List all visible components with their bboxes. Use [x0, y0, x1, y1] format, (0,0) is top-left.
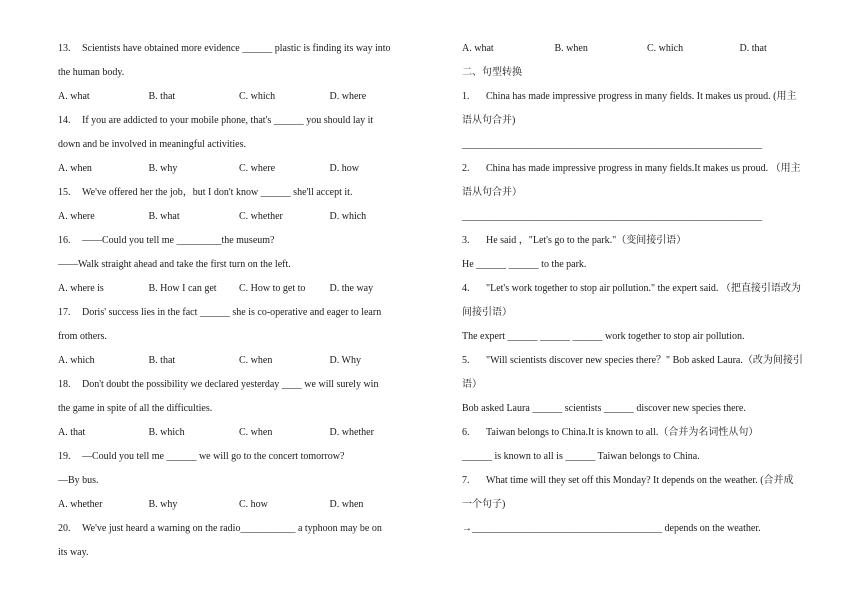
text-line [462, 373, 832, 397]
line-text: 二、句型转换 [462, 67, 522, 78]
answer-option: A. which [58, 355, 95, 366]
text-line [58, 469, 420, 493]
text-line [462, 133, 832, 157]
line-text: down and be involved in meaningful activities. [58, 139, 247, 150]
section-heading [462, 61, 832, 85]
text-line [462, 109, 832, 133]
line-text: "Will scientists discover new species there？" Bob asked Laura.（改为间接引 [486, 355, 803, 366]
text-line [462, 253, 832, 277]
line-text: Scientists have obtained more evidence ______ plastic is finding its way into [82, 43, 391, 54]
answer-options [58, 493, 420, 517]
line-text: —By bus. [58, 475, 99, 486]
question-line [58, 229, 420, 253]
question-number: 13. [58, 43, 71, 54]
line-text: Bob asked Laura ______ scientists ______ discover new species there. [462, 403, 746, 414]
answer-option: A. that [58, 427, 86, 438]
answer-option: B. when [554, 43, 588, 54]
answer-option: B. which [148, 427, 185, 438]
right-column [462, 37, 832, 541]
answer-option: D. whether [329, 427, 374, 438]
text-line [462, 181, 832, 205]
question-line [462, 421, 832, 445]
answer-option: A. what [462, 43, 494, 54]
line-text: China has made impressive progress in many fields. It makes us proud. (用主 [486, 91, 797, 102]
text-line [58, 397, 420, 421]
question-number: 7. [462, 475, 470, 486]
answer-option: C. where [239, 163, 276, 174]
line-text: ——Walk straight ahead and take the first turn on the left. [58, 259, 291, 270]
answer-option: A. whether [58, 499, 103, 510]
text-line [462, 301, 832, 325]
question-line [462, 85, 832, 109]
question-number: 16. [58, 235, 71, 246]
text-line [58, 541, 420, 565]
left-column [58, 37, 420, 565]
text-line [58, 325, 420, 349]
answer-option: D. which [329, 211, 367, 222]
answer-options [58, 205, 420, 229]
answer-option: A. where [58, 211, 95, 222]
line-text: We've just heard a warning on the radio___________ a typhoon may be on [82, 523, 382, 534]
line-text: the game in spite of all the difficulties. [58, 403, 213, 414]
text-line [462, 493, 832, 517]
text-line [58, 61, 420, 85]
line-text: Taiwan belongs to China.It is known to all.（合并为名词性从句） [486, 427, 759, 438]
text-line [462, 517, 832, 541]
answer-option: C. when [239, 427, 273, 438]
line-text: The expert ______ ______ ______ work together to stop air pollution. [462, 331, 745, 342]
line-text: ______ is known to all is ______ Taiwan belongs to China. [462, 451, 700, 462]
question-line [462, 157, 832, 181]
question-line [462, 277, 832, 301]
answer-option: D. that [739, 43, 767, 54]
question-line [58, 373, 420, 397]
line-text: the human body. [58, 67, 125, 78]
line-text: its way. [58, 547, 89, 558]
line-text: What time will they set off this Monday? It depends on the weather. (合并成 [486, 475, 794, 486]
line-text: He said ，"Let's go to the park."（变间接引语） [486, 235, 687, 246]
answer-options [58, 157, 420, 181]
line-text: 语） [462, 379, 482, 390]
line-text: Doris' success lies in the fact ______ she is co-operative and eager to learn [82, 307, 382, 318]
question-line [58, 181, 420, 205]
line-text: 一个句子) [462, 499, 506, 510]
answer-options [462, 37, 832, 61]
line-text: China has made impressive progress in many fields.It makes us proud. （用主 [486, 163, 801, 174]
question-number: 1. [462, 91, 470, 102]
line-text: 语从句合并) [462, 115, 516, 126]
question-number: 5. [462, 355, 470, 366]
text-line [462, 397, 832, 421]
question-number: 15. [58, 187, 71, 198]
answer-option: B. why [148, 499, 178, 510]
text-line [58, 253, 420, 277]
answer-options [58, 85, 420, 109]
question-line [58, 109, 420, 133]
answer-options [58, 277, 420, 301]
answer-option: B. that [148, 91, 176, 102]
answer-options [58, 421, 420, 445]
question-line [58, 517, 420, 541]
line-text: 间接引语） [462, 307, 512, 318]
line-text: →______________________________________ depends on the weather. [462, 523, 761, 534]
answer-option: D. when [329, 499, 364, 510]
line-text: We've offered her the job，but I don't know ______ she'll accept it. [82, 187, 353, 198]
line-text: He ______ ______ to the park. [462, 259, 587, 270]
question-number: 3. [462, 235, 470, 246]
line-text: 语从句合并） [462, 187, 522, 198]
answer-options [58, 349, 420, 373]
question-number: 19. [58, 451, 71, 462]
question-number: 17. [58, 307, 71, 318]
answer-option: D. where [329, 91, 367, 102]
text-line [462, 325, 832, 349]
line-text: ____________________________________________________________ [462, 139, 762, 150]
question-line [58, 445, 420, 469]
answer-option: A. where is [58, 283, 104, 294]
question-number: 4. [462, 283, 470, 294]
answer-option: C. how [239, 499, 268, 510]
answer-option: B. How I can get [148, 283, 217, 294]
line-text: ——Could you tell me _________the museum? [82, 235, 275, 246]
answer-option: C. How to get to [239, 283, 306, 294]
line-text: —Could you tell me ______ we will go to the concert tomorrow? [82, 451, 345, 462]
line-text: ____________________________________________________________ [462, 211, 762, 222]
question-line [462, 469, 832, 493]
answer-option: B. why [148, 163, 178, 174]
question-number: 14. [58, 115, 71, 126]
line-text: If you are addicted to your mobile phone, that's ______ you should lay it [82, 115, 374, 126]
answer-option: C. which [239, 91, 276, 102]
answer-option: D. the way [329, 283, 374, 294]
line-text: Don't doubt the possibility we declared yesterday ____ we will surely win [82, 379, 379, 390]
question-number: 6. [462, 427, 470, 438]
question-line [462, 229, 832, 253]
answer-option: B. what [148, 211, 180, 222]
answer-option: B. that [148, 355, 176, 366]
answer-option: C. which [647, 43, 684, 54]
answer-option: D. how [329, 163, 359, 174]
answer-option: D. Why [329, 355, 361, 366]
text-line [58, 133, 420, 157]
line-text: "Let's work together to stop air pollution." the expert said. （把直接引语改为 [486, 283, 801, 294]
question-line [462, 349, 832, 373]
question-number: 2. [462, 163, 470, 174]
question-line [58, 37, 420, 61]
answer-option: A. what [58, 91, 90, 102]
line-text: from others. [58, 331, 107, 342]
question-number: 18. [58, 379, 71, 390]
answer-option: C. whether [239, 211, 283, 222]
answer-option: C. when [239, 355, 273, 366]
question-line [58, 301, 420, 325]
text-line [462, 205, 832, 229]
text-line [462, 445, 832, 469]
question-number: 20. [58, 523, 71, 534]
answer-option: A. when [58, 163, 92, 174]
